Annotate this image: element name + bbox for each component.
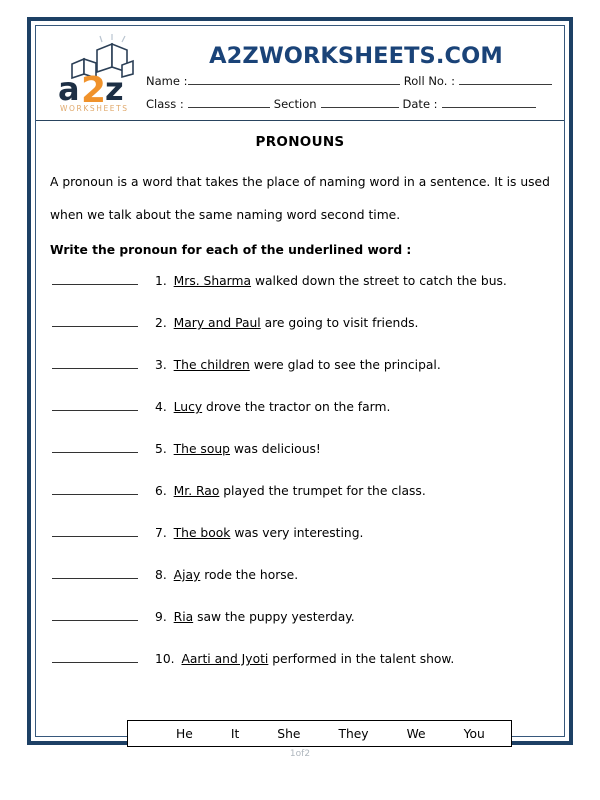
word-bank-item[interactable]: They bbox=[338, 726, 369, 741]
underlined-subject: Aarti and Jyoti bbox=[181, 652, 269, 666]
question-text bbox=[155, 400, 390, 414]
question-row bbox=[48, 313, 552, 355]
underlined-subject: The soup bbox=[173, 442, 230, 456]
word-bank-item[interactable]: He bbox=[176, 726, 193, 741]
section-input-line[interactable] bbox=[321, 96, 399, 108]
question-text bbox=[155, 442, 321, 456]
underlined-subject: Mrs. Sharma bbox=[173, 274, 252, 288]
question-number: 3. bbox=[155, 358, 167, 372]
class-input-line[interactable] bbox=[188, 96, 270, 108]
question-number: 2. bbox=[155, 316, 167, 330]
question-text bbox=[155, 568, 298, 582]
roll-label: Roll No. : bbox=[403, 74, 455, 88]
a2z-logo bbox=[50, 32, 148, 114]
question-row bbox=[48, 649, 552, 691]
answer-blank[interactable] bbox=[52, 439, 138, 453]
worksheet-body bbox=[36, 134, 564, 691]
question-text bbox=[155, 316, 418, 330]
underlined-subject: Ajay bbox=[173, 568, 201, 582]
name-label: Name : bbox=[146, 74, 188, 88]
answer-blank[interactable] bbox=[52, 271, 138, 285]
question-number: 10. bbox=[155, 652, 175, 666]
date-label: Date : bbox=[402, 97, 438, 111]
svg-text:2: 2 bbox=[81, 70, 107, 111]
question-number: 6. bbox=[155, 484, 167, 498]
page-title: PRONOUNS bbox=[255, 134, 345, 150]
word-bank-words bbox=[128, 727, 511, 741]
word-bank-item[interactable]: She bbox=[277, 726, 301, 741]
field-row-class-section-date bbox=[146, 96, 556, 119]
underlined-subject: Mary and Paul bbox=[173, 316, 261, 330]
question-remainder: rode the horse. bbox=[200, 568, 299, 582]
logo-subtext: WORKSHEETS bbox=[60, 104, 129, 113]
answer-blank[interactable] bbox=[52, 481, 138, 495]
instruction-text: Write the pronoun for each of the underlined word : bbox=[50, 243, 412, 257]
a2z-logo-svg bbox=[50, 32, 148, 114]
question-remainder: walked down the street to catch the bus. bbox=[251, 274, 507, 288]
question-number: 7. bbox=[155, 526, 167, 540]
question-remainder: was very interesting. bbox=[230, 526, 364, 540]
answer-blank[interactable] bbox=[52, 313, 138, 327]
question-text bbox=[155, 610, 355, 624]
question-text bbox=[155, 526, 363, 540]
underlined-subject: The book bbox=[173, 526, 231, 540]
word-bank-box bbox=[127, 720, 512, 747]
answer-blank[interactable] bbox=[52, 355, 138, 369]
answer-blank[interactable] bbox=[52, 565, 138, 579]
question-text bbox=[155, 652, 454, 666]
answer-blank[interactable] bbox=[52, 649, 138, 663]
question-row bbox=[48, 523, 552, 565]
underlined-subject: Mr. Rao bbox=[173, 484, 220, 498]
class-label: Class : bbox=[146, 97, 184, 111]
question-remainder: performed in the talent show. bbox=[268, 652, 455, 666]
question-text bbox=[155, 358, 441, 372]
answer-blank[interactable] bbox=[52, 397, 138, 411]
answer-blank[interactable] bbox=[52, 523, 138, 537]
question-number: 8. bbox=[155, 568, 167, 582]
underlined-subject: Ria bbox=[173, 610, 194, 624]
name-input-line[interactable] bbox=[188, 73, 399, 85]
question-row bbox=[48, 607, 552, 649]
question-number: 5. bbox=[155, 442, 167, 456]
question-text bbox=[155, 484, 426, 498]
page-marker: 1of2 bbox=[289, 749, 311, 759]
field-row-name-roll bbox=[146, 73, 556, 96]
svg-text:z: z bbox=[105, 70, 124, 108]
question-row bbox=[48, 481, 552, 523]
section-label: Section bbox=[273, 97, 317, 111]
intro-paragraph: A pronoun is a word that takes the place of naming word in a sentence. It is used when we talk about the same naming word second time. bbox=[50, 175, 550, 222]
word-bank-item[interactable]: You bbox=[463, 726, 485, 741]
question-number: 9. bbox=[155, 610, 167, 624]
question-remainder: were glad to see the principal. bbox=[249, 358, 441, 372]
question-row bbox=[48, 397, 552, 439]
worksheet-header bbox=[36, 26, 564, 121]
worksheet-page bbox=[27, 17, 573, 759]
question-row bbox=[48, 565, 552, 607]
question-list bbox=[48, 271, 552, 691]
question-remainder: are going to visit friends. bbox=[260, 316, 419, 330]
question-row bbox=[48, 271, 552, 313]
question-remainder: played the trumpet for the class. bbox=[219, 484, 426, 498]
question-number: 4. bbox=[155, 400, 167, 414]
roll-input-line[interactable] bbox=[459, 73, 552, 85]
site-title: A2ZWORKSHEETS.COM bbox=[209, 43, 503, 69]
question-row bbox=[48, 439, 552, 481]
student-fields bbox=[146, 73, 556, 119]
question-remainder: drove the tractor on the farm. bbox=[202, 400, 391, 414]
date-input-line[interactable] bbox=[442, 96, 536, 108]
question-remainder: saw the puppy yesterday. bbox=[193, 610, 355, 624]
svg-text:a: a bbox=[58, 70, 80, 108]
answer-blank[interactable] bbox=[52, 607, 138, 621]
question-number: 1. bbox=[155, 274, 167, 288]
underlined-subject: Lucy bbox=[173, 400, 203, 414]
question-text bbox=[155, 274, 507, 288]
word-bank-item[interactable]: It bbox=[230, 726, 240, 741]
worksheet-page-inner bbox=[35, 25, 565, 759]
underlined-subject: The children bbox=[173, 358, 250, 372]
question-row bbox=[48, 355, 552, 397]
word-bank-item[interactable]: We bbox=[406, 726, 426, 741]
question-remainder: was delicious! bbox=[229, 442, 321, 456]
